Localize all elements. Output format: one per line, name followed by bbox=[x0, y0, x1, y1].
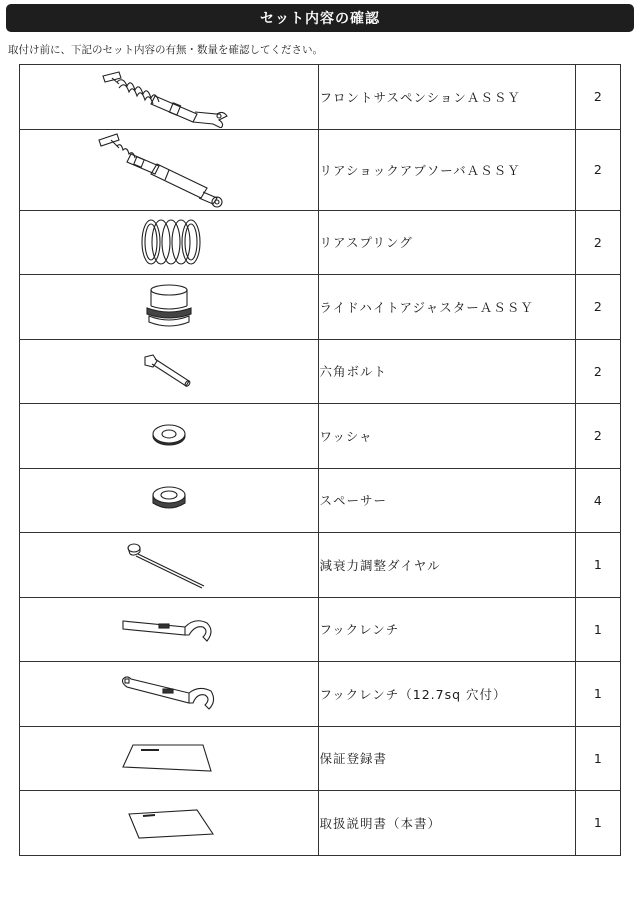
item-image-cell bbox=[20, 662, 319, 727]
intro-text: 取付け前に、下記のセット内容の有無・数量を確認してください。 bbox=[8, 44, 323, 56]
item-image-cell bbox=[20, 791, 319, 856]
item-qty: 1 bbox=[575, 662, 620, 727]
item-name: スペーサー bbox=[319, 468, 575, 533]
table-row bbox=[20, 791, 621, 856]
table-row bbox=[20, 662, 621, 727]
item-qty: 2 bbox=[575, 210, 620, 275]
item-qty: 2 bbox=[575, 65, 620, 130]
table-row bbox=[20, 726, 621, 791]
hex-bolt-icon bbox=[139, 351, 199, 391]
table-row bbox=[20, 65, 621, 130]
rear-spring-icon bbox=[129, 215, 209, 269]
item-name: リアスプリング bbox=[319, 210, 575, 275]
damping-dial-icon bbox=[124, 540, 214, 590]
ride-height-adjuster-icon bbox=[139, 282, 199, 332]
table-row bbox=[20, 210, 621, 275]
item-name: ライドハイトアジャスターＡＳＳＹ bbox=[319, 275, 575, 340]
item-image-cell bbox=[20, 597, 319, 662]
hook-wrench-icon bbox=[119, 609, 219, 649]
item-qty: 1 bbox=[575, 533, 620, 598]
item-name: 保証登録書 bbox=[319, 726, 575, 791]
spacer-icon bbox=[147, 483, 191, 517]
item-qty: 1 bbox=[575, 597, 620, 662]
item-name: フックレンチ bbox=[319, 597, 575, 662]
parts-table bbox=[19, 64, 621, 856]
item-name: フックレンチ（12.7sq 穴付） bbox=[319, 662, 575, 727]
table-row bbox=[20, 404, 621, 469]
table-row bbox=[20, 468, 621, 533]
item-name: フロントサスペンションＡＳＳＹ bbox=[319, 65, 575, 130]
item-image-cell bbox=[20, 533, 319, 598]
item-name: リアショックアブソーバＡＳＳＹ bbox=[319, 129, 575, 210]
item-qty: 2 bbox=[575, 404, 620, 469]
table-row bbox=[20, 275, 621, 340]
page-title: セット内容の確認 bbox=[260, 11, 380, 27]
item-image-cell bbox=[20, 726, 319, 791]
item-name: ワッシャ bbox=[319, 404, 575, 469]
item-image-cell bbox=[20, 404, 319, 469]
item-qty: 2 bbox=[575, 129, 620, 210]
table-row bbox=[20, 597, 621, 662]
rear-shock-absorber-icon bbox=[89, 130, 249, 210]
table-row bbox=[20, 129, 621, 210]
item-qty: 4 bbox=[575, 468, 620, 533]
hook-wrench-square-icon bbox=[119, 671, 219, 717]
item-name: 減衰力調整ダイヤル bbox=[319, 533, 575, 598]
item-image-cell bbox=[20, 65, 319, 130]
item-name: 取扱説明書（本書） bbox=[319, 791, 575, 856]
item-name: 六角ボルト bbox=[319, 339, 575, 404]
table-row bbox=[20, 339, 621, 404]
item-qty: 2 bbox=[575, 275, 620, 340]
item-qty: 1 bbox=[575, 726, 620, 791]
manual-icon bbox=[119, 806, 219, 840]
table-row bbox=[20, 533, 621, 598]
item-qty: 2 bbox=[575, 339, 620, 404]
warranty-card-icon bbox=[119, 741, 219, 775]
item-image-cell bbox=[20, 275, 319, 340]
washer-icon bbox=[149, 421, 189, 451]
item-image-cell bbox=[20, 339, 319, 404]
front-suspension-icon bbox=[89, 66, 249, 128]
item-image-cell bbox=[20, 210, 319, 275]
header-bar bbox=[6, 4, 634, 32]
item-qty: 1 bbox=[575, 791, 620, 856]
item-image-cell bbox=[20, 468, 319, 533]
item-image-cell bbox=[20, 129, 319, 210]
